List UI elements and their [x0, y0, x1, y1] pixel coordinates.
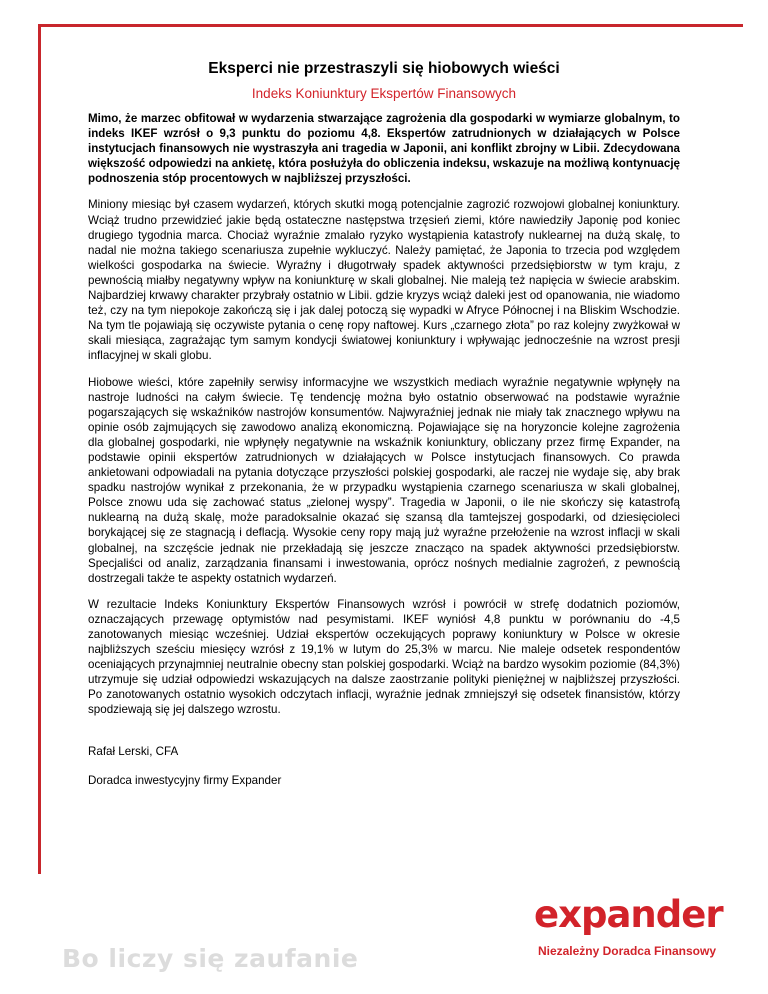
article-subtitle: Indeks Koniunktury Ekspertów Finansowych — [251, 86, 517, 101]
frame-left-line — [38, 24, 41, 874]
body-paragraph: W rezultacie Indeks Koniunktury Ekspertów Finansowych wzrósł i powrócił w strefę dodatnich poziomów, oznaczających przewagę optymistów nad pesymistami. IKEF wyniósł 4,8 punktu w porównaniu do -4,5 zanotowanych miesiąc wcześniej. Udział ekspertów oczekujących poprawy koniunktury w Polsce w okresie najbliższych sześciu miesięcy wzrósł z 19,1% w lutym do 25,3% w marcu. Nie maleje odsetek respondentów oceniających przynajmniej neutralnie obecny stan polskiej gospodarki. Wciąż na bardzo wysokim poziomie (84,3%) utrzymuje się udział odpowiedzi wskazujących na dalsze zaostrzanie polityki pieniężnej w najbliższej przyszłości. Po zanotowanych ostatnio wysokich odczytach inflacji, wyraźnie jednak zmniejszył się odsetek finansistów, którzy spodziewają się jej dalszego wzrostu. — [88, 597, 680, 717]
frame-top-line — [38, 24, 743, 27]
article — [88, 60, 680, 799]
expander-logo — [528, 893, 728, 958]
author-name: Rafał Lerski, CFA — [88, 744, 179, 758]
logo-tagline: Niezależny Doradca Finansowy — [537, 944, 716, 958]
body-paragraph: Miniony miesiąc był czasem wydarzeń, których skutki mogą potencjalnie zagrozić rozwojowi globalnej koniunktury. Wciąż trudno przewidzieć jakie będą ostateczne następstwa trzęsień ziemi, które nawiedziły Japonię pod koniec drugiego tygodnia marca. Chociaż wyraźnie zmalało ryzyko wystąpienia katastrofy nuklearnej na dużą skalę, to nadal nie można takiego scenariusza zupełnie wykluczyć. Należy pamiętać, że Japonia to trzecia pod względem wielkości gospodarka na świecie. Wyraźny i długotrwały spadek aktywności przedsiębiorstw w tym kraju, z pewnością miałby negatywny wpływ na koniunkturę w skali globalnej. Nie maleją też napięcia w świecie arabskim. Najbardziej krwawy charakter przybrały ostatnio w Libii. gdzie kryzys wciąż daleki jest od opanowania, nie wiadomo też, czy na tym niepokoje zakończą się i jak dalej potoczą się wypadki w Afryce Północnej i na Bliskim Wschodzie. Na tym tle pojawiają się oczywiste pytania o cenę ropy naftowej. Kurs „czarnego złota” po raz kolejny zwyżkował w skali miesiąca, zagrażając tym samym kondycji światowej koniunktury i wpływając jednocześnie na wzrost presji inflacyjnej w skali globu. — [88, 198, 680, 363]
logo-wordmark: expander — [534, 893, 723, 936]
body-paragraph: Hiobowe wieści, które zapełniły serwisy informacyjne we wszystkich mediach wyraźnie negatywnie wpłynęły na nastroje ludności na całym świecie. Tę tendencję można było ostatnio obserwować na podstawie wyraźnie pogarszających się wskaźników nastrojów konsumentów. Najwyraźniej jednak nie miały tak znacznego wpływu na opinie osób zajmujących się zawodowo analizą ekonomiczną. Pojawiające się na horyzoncie kolejne zagrożenia dla globalnej gospodarki, nie wpłynęły negatywnie na wskaźnik koniunktury, obliczany przez firmę Expander, na podstawie opinii ekspertów zatrudnionych w działających w Polsce instytucjach finansowych. Co prawda ankietowani odpowiadali na pytania dotyczące przyszłości polskiej gospodarki, ale raczej nie wydaje się, aby brak spadku nastrojów wynikał z przekonania, że w przypadku wystąpienia czarnego scenariusza w skali globalnej, Polsce znowu uda się zachować status „zielonej wyspy”. Tragedia w Japonii, o ile nie skończy się katastrofą nuklearną na dużą skalę, może paradoksalnie okazać się szansą dla tamtejszej gospodarki, od dziesięcioleci borykającej się ze stagnacją i deflacją. Wysokie ceny ropy mają już wyraźne przełożenie na wzrost inflacji w skali globalnej, na szczęście jednak nie przekładają się jeszcze znacząco na spadek aktywności przedsiębiorstw. Specjaliści od analiz, zarządzania finansami i inwestowania, oprócz nośnych medialnie zagrożeń, z pewnością dostrzegali także te aspekty ostatnich wydarzeń. — [88, 375, 680, 585]
author-role: Doradca inwestycyjny firmy Expander — [88, 773, 282, 787]
footer-slogan: Bo liczy się zaufanie — [62, 944, 359, 973]
lead-paragraph: Mimo, że marzec obfitował w wydarzenia stwarzające zagrożenia dla gospodarki w wymiarze globalnym, to indeks IKEF wzrósł o 9,3 punktu do poziomu 4,8. Ekspertów zatrudnionych w działających w Polsce instytucjach finansowych nie wystraszyła ani tragedia w Japonii, ani konflikt zbrojny w Libii. Zdecydowana większość odpowiedzi na ankietę, która posłużyła do obliczenia indeksu, wskazuje na możliwą kontynuację podnoszenia stóp procentowych w najbliższej przyszłości. — [88, 112, 680, 186]
article-title: Eksperci nie przestraszyli się hiobowych wieści — [208, 60, 560, 77]
